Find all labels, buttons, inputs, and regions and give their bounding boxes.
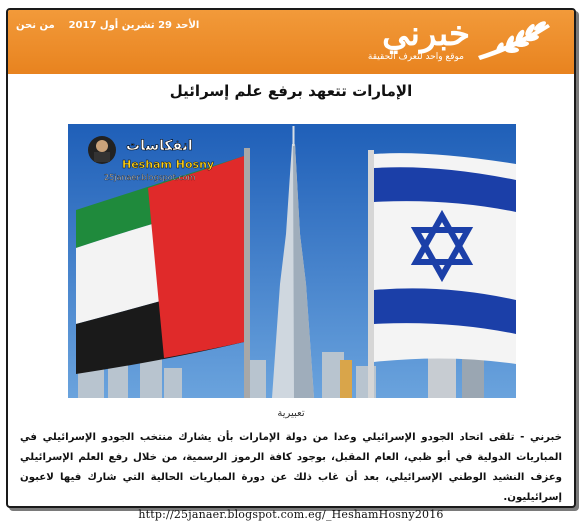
site-logo[interactable] [300, 16, 560, 68]
watermark-logo [88, 136, 116, 164]
article-photo [68, 124, 516, 398]
site-header [8, 10, 574, 74]
logo-tagline: موقع واحد لتعرف الحقيقة [367, 52, 464, 62]
header-date-bar [16, 20, 199, 31]
wheat-icon [470, 16, 556, 68]
footer-url[interactable]: http://25janaer.blogspot.com.eg/_HeshamHosny2016 [138, 508, 444, 521]
article-title: الإمارات تتعهد برفع علم إسرائيل [169, 82, 413, 100]
who-we-are-link[interactable]: من نحن [16, 20, 55, 31]
article-card [6, 8, 576, 508]
watermark-site: 25janaer.blogspot.com [104, 173, 196, 182]
watermark-name: Hesham Hosny [122, 158, 215, 171]
watermark-brand: انفكاسات [126, 138, 193, 154]
article-body: خبرني - تلقى اتحاد الجودو الإسرائيلي وعدا من دولة الإمارات بأن يشارك منتخب الجودو الإسرائيلي في المباريات الدولية في أبو ظبي، العام المقبل، بوجود كافة الرموز الرسمية، من خلال رفع العلم الإسرائيلي وعزف النشيد الوطني الإسرائيلي، بعد أن غاب ذلك عن دورة المباريات الحالية التي شارك فيها لاعبون إسرائيليون. [20, 432, 562, 503]
photo-caption: تعبيرية [277, 408, 305, 419]
date-text: الأحد 29 تشرين أول 2017 [68, 20, 200, 31]
flags-skyline-illustration [68, 124, 516, 398]
logo-text: خبرني [382, 14, 470, 54]
